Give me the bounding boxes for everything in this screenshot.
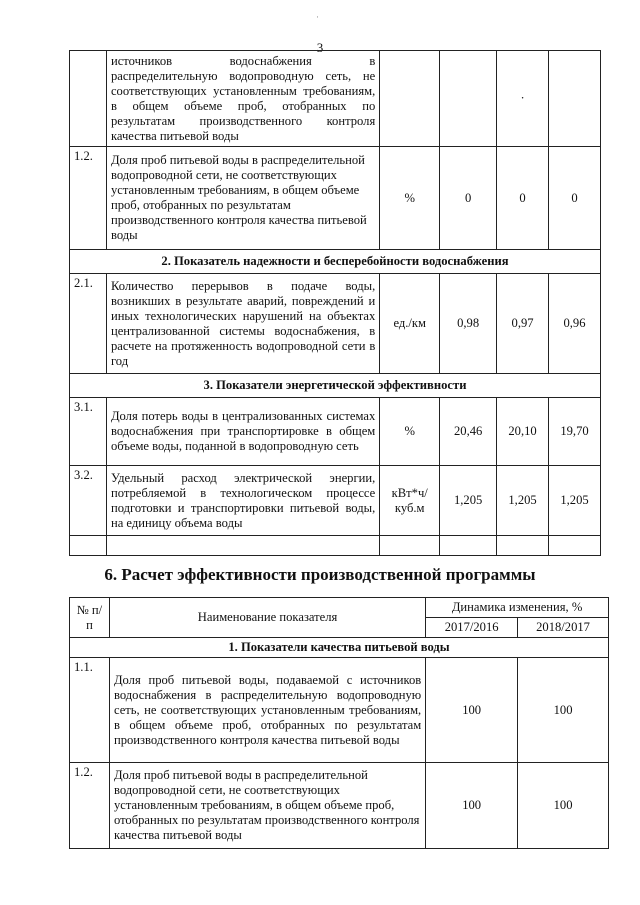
- value-1: 100: [426, 658, 518, 763]
- indicator-name: источников водоснабжения в распределительную водопроводную сеть, не соответствующих установленным требованиям, в общем объеме проб, отобранных по результатам производственного контроля качества питьевой воды: [106, 51, 379, 147]
- unit: %: [380, 147, 440, 250]
- header-row: [70, 598, 609, 618]
- indicator-name: Доля проб питьевой воды, подаваемой с источников водоснабжения в распределительную водопроводную сеть, не соответствующих установленным требованиям, в общем объеме проб, отобранных по результатам производственного контроля качества питьевой воды: [109, 658, 425, 763]
- value-1: 100: [426, 763, 518, 849]
- row-number: 1.2.: [70, 147, 107, 250]
- value-3: 0: [549, 147, 601, 250]
- section-row: [70, 638, 609, 658]
- section-row: [70, 374, 601, 398]
- scan-mark: ·: [316, 12, 319, 22]
- section-heading: 3. Показатели энергетической эффективности: [70, 374, 601, 398]
- indicator-name: Удельный расход электрической энергии, потребляемой в технологическом процессе подготовки и транспортировки питьевой воды, на единицу объема воды: [106, 466, 379, 536]
- table-row: [70, 398, 601, 466]
- indicator-name: Доля проб питьевой воды в распределительной водопроводной сети, не соответствующих установленным требованиям, в общем объеме проб, отобранных по результатам производственного контроля качества питьевой воды: [106, 147, 379, 250]
- value-2: 100: [518, 658, 609, 763]
- value-1: 20,46: [440, 398, 497, 466]
- header-year-1: 2017/2016: [426, 618, 518, 638]
- unit: ед./км: [380, 274, 440, 374]
- page-number: 3: [316, 40, 324, 55]
- header-year-2: 2018/2017: [518, 618, 609, 638]
- value-1: 0: [440, 147, 497, 250]
- indicator-name: Доля потерь воды в централизованных системах водоснабжения при транспортировке в общем объеме воды, поданной в водопроводную сеть: [106, 398, 379, 466]
- value-2: 100: [518, 763, 609, 849]
- header-name: Наименование показателя: [109, 598, 425, 638]
- value-3: 0,96: [549, 274, 601, 374]
- section-row: [70, 250, 601, 274]
- row-number: 3.1.: [70, 398, 107, 466]
- value-3: 19,70: [549, 398, 601, 466]
- row-number: 1.1.: [70, 658, 110, 763]
- table-row: [70, 763, 609, 849]
- value-1: [440, 51, 497, 147]
- section-6-title: 6. Расчет эффективности производственной программы: [104, 565, 536, 584]
- value-1: 1,205: [440, 466, 497, 536]
- unit: %: [380, 398, 440, 466]
- header-num: № п/п: [70, 598, 110, 638]
- table-row: [70, 466, 601, 536]
- indicator-name: Количество перерывов в подаче воды, возникших в результате аварий, повреждений и иных технологических нарушений на объектах централизованной системы водоснабжения, в расчете на протяженность водопроводной сети в год: [106, 274, 379, 374]
- indicator-name: Доля проб питьевой воды в распределительной водопроводной сети, не соответствующих установленным требованиям, в общем объеме проб, отобранных по результатам производственного контроля качества питьевой воды: [109, 763, 425, 849]
- value-2: 0,97: [497, 274, 549, 374]
- value-3: [549, 51, 601, 147]
- value-2: 1,205: [497, 466, 549, 536]
- unit: [380, 51, 440, 147]
- value-2: 0: [497, 147, 549, 250]
- value-2: 20,10: [497, 398, 549, 466]
- indicators-table: [69, 50, 601, 556]
- row-number: 1.2.: [70, 763, 110, 849]
- value-1: 0,98: [440, 274, 497, 374]
- table-row: [70, 147, 601, 250]
- section-heading: 1. Показатели качества питьевой воды: [70, 638, 609, 658]
- table-row: [70, 51, 601, 147]
- row-number: [70, 51, 107, 147]
- header-dynamics: Динамика изменения, %: [426, 598, 609, 618]
- row-number: 2.1.: [70, 274, 107, 374]
- value-2: ·: [497, 51, 549, 147]
- section-heading: 2. Показатель надежности и бесперебойности водоснабжения: [70, 250, 601, 274]
- row-number: 3.2.: [70, 466, 107, 536]
- table-row: [70, 658, 609, 763]
- efficiency-table: [69, 597, 609, 849]
- unit: кВт*ч/куб.м: [380, 466, 440, 536]
- value-3: 1,205: [549, 466, 601, 536]
- table-row: [70, 274, 601, 374]
- empty-row: [70, 536, 601, 556]
